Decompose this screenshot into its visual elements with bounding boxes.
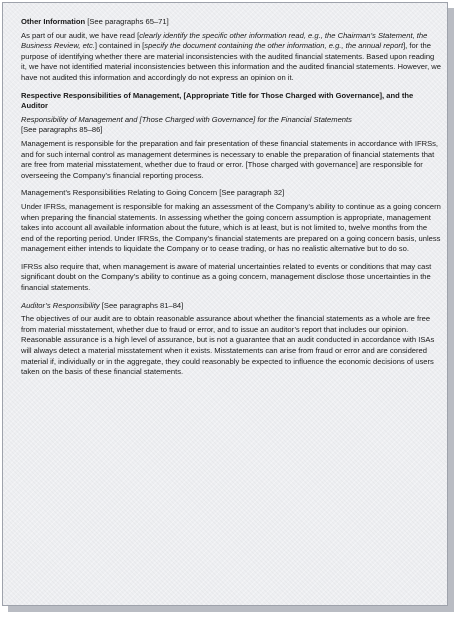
placeholder-text: clearly identify the specific other information read, e.g., the Chairman’s Statement, the Business Review, etc. — [21, 30, 428, 51]
management-responsibility-paragraph: Management is responsible for the preparation and fair presentation of these financial statements in accordance with IFRSs, and for such internal control as management determines is necessary to enable the preparation of financial statements that are free from material misstatement, whether due to fraud or error. [Those charged with governance] are responsible for overseeing the Company’s financial reporting process. — [21, 138, 439, 180]
other-information-paragraph — [21, 31, 441, 84]
auditor-responsibility-heading — [21, 301, 441, 312]
subheading-title: Management’s Responsibilities Relating to Going Concern — [21, 188, 218, 198]
paragraph-reference: [See paragraphs 65–71] — [85, 17, 169, 26]
subheading-title: Auditor’s Responsibility — [21, 300, 100, 310]
other-information-heading — [21, 17, 441, 28]
paragraph-reference: [See paragraph 32] — [217, 188, 285, 198]
text-run: ], for the purpose of identifying whether there are material inconsistencies with the audited financial statements. Based upon reading it, we have not identified material inconsistencies between this information and the audited financial statements. However, we have not audited this information and accordingly do not express an opinion on it. — [21, 41, 441, 82]
document-content — [21, 17, 441, 385]
document-panel — [2, 2, 448, 606]
going-concern-paragraph-1: Under IFRSs, management is responsible for making an assessment of the Company’s ability to continue as a going concern when preparing the financial statements. In assessing whether the going concern assumption is appropriate, management takes into account all available information about the future, which is at least, but is not limited to, twelve months from the end of the reporting period. Under IFRSs, the Company’s financial statements are prepared on a going concern basis, unless management either intends to liquidate the Company or to cease trading, or has no realistic alternative but to do so. — [21, 201, 441, 254]
going-concern-paragraph-2: IFRSs also require that, when management is aware of material uncertainties related to events or conditions that may cast significant doubt on the Company’s ability to continue as a going concern, management disclose those uncertainties in the financial statements. — [21, 261, 432, 293]
paragraph-reference: [See paragraphs 81–84] — [99, 300, 184, 310]
placeholder-text: specify the document containing the other information, e.g., the annual report — [144, 41, 404, 51]
section-title: Other Information — [21, 17, 86, 26]
management-responsibility-subheading — [21, 115, 441, 136]
respective-responsibilities-heading: Respective Responsibilities of Management, [Appropriate Title for Those Charged with Governance], and the Auditor — [21, 90, 414, 111]
subheading-title: Responsibility of Management and [Those Charged with Governance] for the Financial Statements — [21, 114, 352, 124]
text-run: ] contained in [ — [94, 41, 145, 51]
auditor-responsibility-paragraph: The objectives of our audit are to obtain reasonable assurance about whether the financial statements as a whole are free from material misstatement, whether due to fraud or error, and to issue an auditor’s report that includes our opinion. Reasonable assurance is a high level of assurance, but is not a guarantee that an audit conducted in accordance with ISAs will always detect a material misstatement when it exists. Misstatements can arise from fraud or error and are considered material if, individually or in the aggregate, they could reasonably be expected to influence the economic decisions of users taken on the basis of these financial statements. — [21, 314, 435, 377]
text-run: As part of our audit, we have read [ — [21, 30, 140, 40]
going-concern-heading — [21, 188, 441, 199]
paragraph-reference: [See paragraphs 85–86] — [21, 125, 103, 135]
